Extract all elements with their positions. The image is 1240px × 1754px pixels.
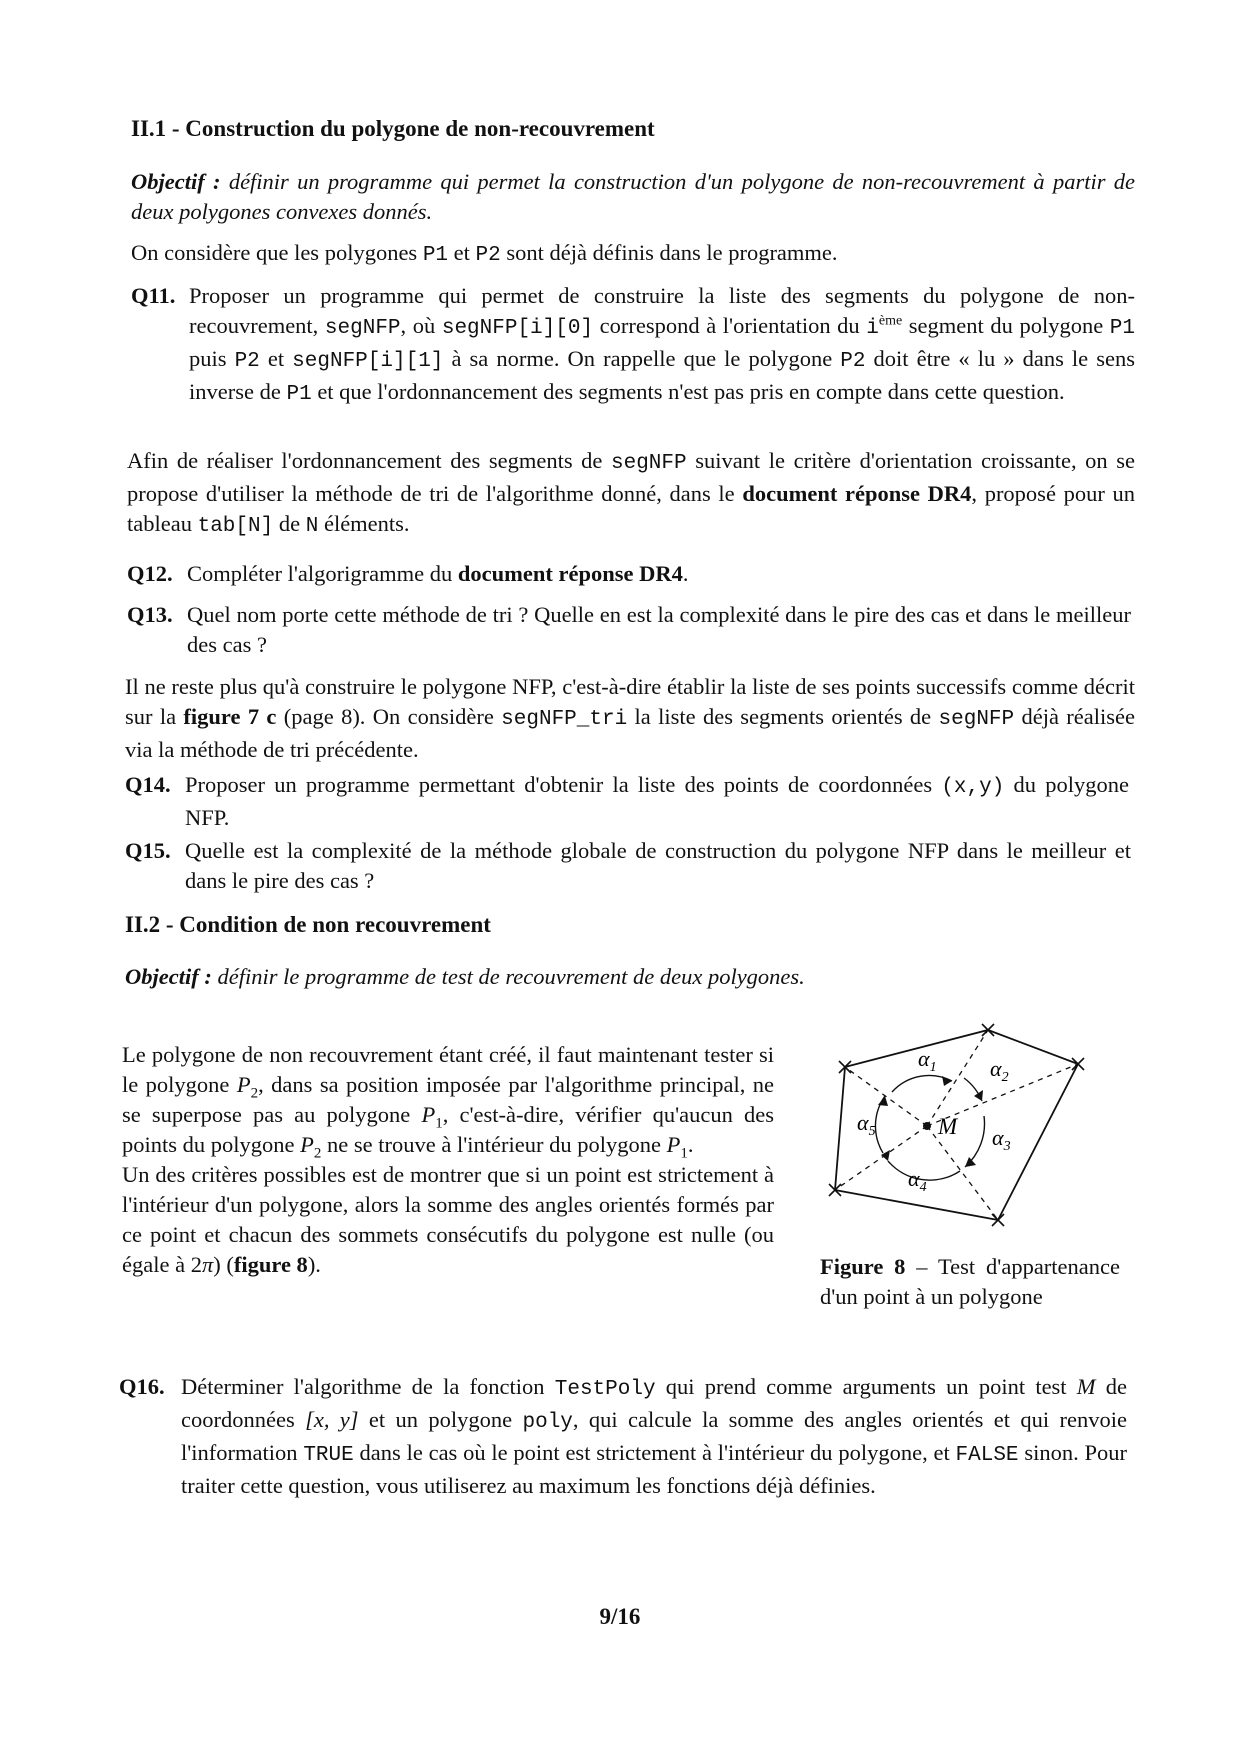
question-q16 bbox=[119, 1372, 1127, 1501]
label-m: M bbox=[938, 1114, 958, 1139]
label-alpha1: $\alpha_1$ bbox=[918, 1046, 937, 1075]
label-alpha3: $\alpha_3$ bbox=[992, 1125, 1011, 1154]
condition-paragraph: Le polygone de non recouvrement étant créé, il faut maintenant tester si le polygone $P_2$, dans sa position imposée par l'algorithme principal, ne se superpose pas au polygone $P_1$, c'est-à-dire, vérifier qu'aucun des points du polygone $P_2$ ne se trouve à l'intérieur du polygone $P_1$. Un des critères possibles est de montrer que si un point est strictement à l'intérieur d'un polygone, alors la somme des angles orientés formés par ce point et chacun des sommets consécutifs du polygone est nulle (ou égale à 2π) (figure 8). bbox=[122, 1042, 774, 1277]
afin-paragraph: Afin de réaliser l'ordonnancement des segments de segNFP suivant le critère d'orientation croissante, on se propose d'utiliser la méthode de tri de l'algorithme donné, dans le document réponse DR4, proposé pour un tableau tab[N] de N éléments. bbox=[127, 448, 1135, 538]
objectif-II2 bbox=[125, 962, 1129, 992]
objectif-text: définir un programme qui permet la construction d'un polygone de non-recouvrement à partir de deux polygones convexes donnés. bbox=[131, 169, 1136, 224]
q12-label: Q12. bbox=[127, 561, 173, 586]
q11-text: Proposer un programme qui permet de construire la liste des segments du polygone de non-recouvrement, segNFP, où segNFP[i][0] correspond à l'orientation du $i^{ème}$ segment du polygone P1 puis P2 et segNFP[i][1] à sa norme. On rappelle que le polygone P2 doit être « lu » dans le sens inverse de P1 et que l'ordonnancement des segments n'est pas pris en compte dans cette question. bbox=[189, 283, 1136, 406]
q15-label: Q15. bbox=[125, 838, 171, 863]
q14-text: Proposer un programme permettant d'obtenir la liste des points de coordonnées (x,y) du polygone NFP. bbox=[185, 772, 1129, 830]
question-q11 bbox=[131, 281, 1135, 410]
q16-text: Déterminer l'algorithme de la fonction TestPoly qui prend comme arguments un point test M de coordonnées [x, y] et un polygone poly, qui calcule la somme des angles orientés et qui renvoie l'information TRUE dans le cas où le point est strictement à l'intérieur du polygone, et FALSE sinon. Pour traiter cette question, vous utiliserez au maximum les fonctions déjà définies. bbox=[181, 1374, 1127, 1498]
figure-caption-text: Test d'appartenance d'un point à un polygone bbox=[820, 1254, 1120, 1309]
q12-text: Compléter l'algorigramme du document réponse DR4. bbox=[187, 561, 689, 586]
label-alpha4: $\alpha_4$ bbox=[908, 1166, 927, 1195]
point-m bbox=[923, 1122, 931, 1130]
intro-paragraph: On considère que les polygones P1 et P2 sont déjà définis dans le programme. bbox=[131, 240, 838, 267]
objectif-label: Objectif : bbox=[131, 169, 221, 194]
page-number: 9/16 bbox=[599, 1604, 641, 1629]
q15-text: Quelle est la complexité de la méthode globale de construction du polygone NFP dans le meilleur et dans le pire des cas ? bbox=[185, 838, 1131, 893]
label-alpha2: $\alpha_2$ bbox=[990, 1056, 1009, 1085]
objectif-label: Objectif : bbox=[125, 964, 212, 989]
question-q15 bbox=[125, 836, 1131, 896]
question-q14 bbox=[125, 770, 1129, 833]
q16-label: Q16. bbox=[119, 1374, 165, 1399]
question-q13 bbox=[127, 600, 1131, 660]
figure-caption-label: Figure 8 bbox=[820, 1254, 906, 1279]
figure-8-polygon bbox=[820, 1020, 1100, 1240]
label-alpha5: $\alpha_5$ bbox=[857, 1110, 876, 1139]
q13-label: Q13. bbox=[127, 602, 173, 627]
objectif-text: définir le programme de test de recouvrement de deux polygones. bbox=[217, 964, 805, 989]
question-q12 bbox=[127, 559, 1135, 589]
objectif-II1 bbox=[131, 167, 1135, 227]
q11-label: Q11. bbox=[131, 283, 176, 308]
q14-label: Q14. bbox=[125, 772, 171, 797]
section-title-II1: II.1 - Construction du polygone de non-recouvrement bbox=[131, 116, 655, 141]
section-title-II2: II.2 - Condition de non recouvrement bbox=[125, 912, 491, 937]
q13-text: Quel nom porte cette méthode de tri ? Quelle en est la complexité dans le pire des cas et dans le meilleur des cas ? bbox=[187, 602, 1131, 657]
nfp-paragraph: Il ne reste plus qu'à construire le polygone NFP, c'est-à-dire établir la liste de ses points successifs comme décrit sur la figure 7 c (page 8). On considère segNFP_tri la liste des segments orientés de segNFP déjà réalisée via la méthode de tri précédente. bbox=[125, 674, 1135, 762]
figure-8-caption: Figure 8 – Test d'appartenance d'un point à un polygone bbox=[820, 1254, 1120, 1309]
